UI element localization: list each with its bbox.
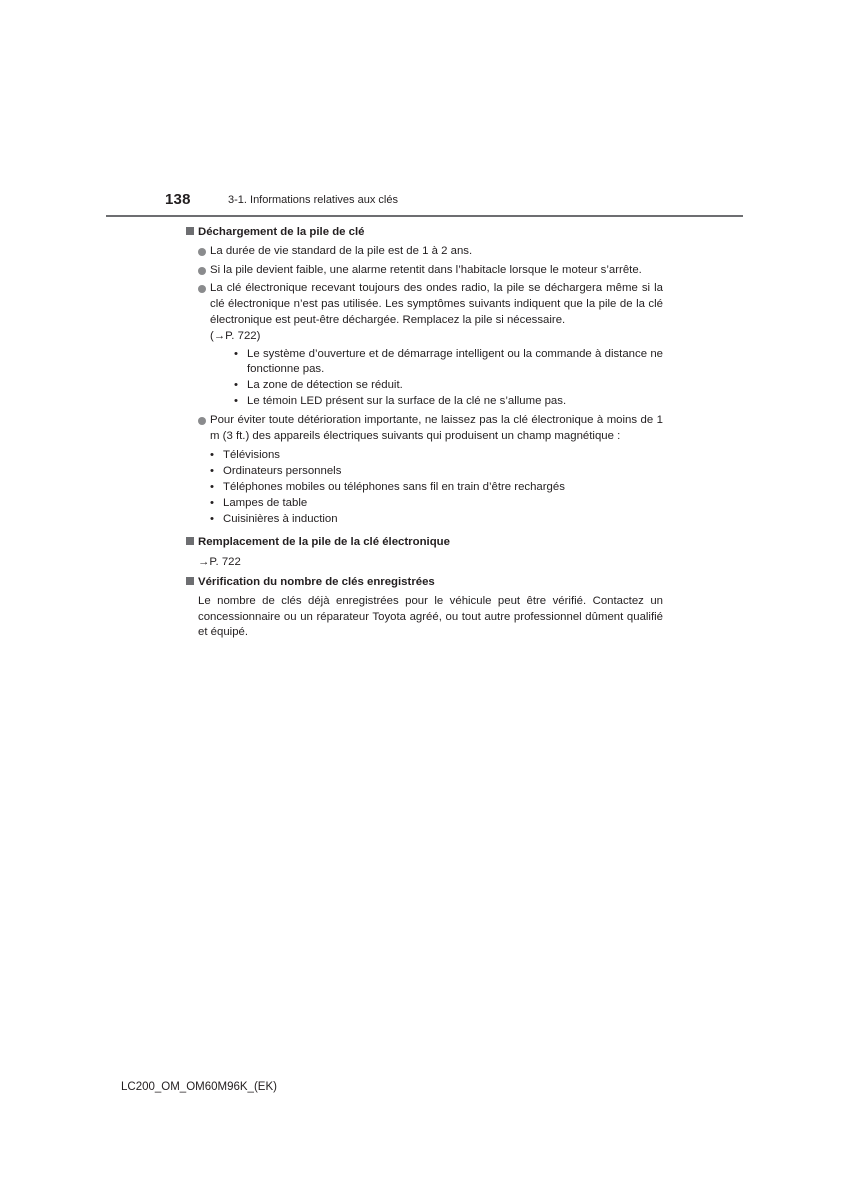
list-item [210, 448, 663, 464]
list-item [210, 512, 663, 528]
list-item-text: Téléphones mobiles ou téléphones sans fil en train d’être rechargés [223, 480, 565, 493]
circle-bullet-icon [198, 285, 206, 293]
device-list [210, 448, 663, 527]
list-item [234, 378, 663, 394]
bullet-text: La durée de vie standard de la pile est de 1 à 2 ans. [210, 244, 473, 257]
topic-heading-text: Déchargement de la pile de clé [198, 226, 365, 238]
dot-bullet-icon: • [234, 379, 238, 392]
document-code: LC200_OM_OM60M96K_(EK) [121, 1081, 277, 1093]
topic-heading [186, 535, 663, 551]
topic-heading [186, 225, 663, 241]
page-header [0, 190, 743, 218]
dot-bullet-icon: • [210, 480, 214, 493]
circle-bullet-icon [198, 267, 206, 275]
dot-bullet-icon: • [234, 347, 238, 360]
list-item [210, 480, 663, 496]
section-title: 3-1. Informations relatives aux clés [228, 194, 398, 206]
square-bullet-icon [186, 227, 194, 235]
paragraph: Le nombre de clés déjà enregistrées pour le véhicule peut être vérifié. Contactez un concessionnaire ou un réparateur Toyota agréé, ou tout autre professionnel dûment qualifié et équipé. [198, 594, 663, 639]
topic-heading-text: Remplacement de la pile de la clé électronique [198, 536, 450, 549]
page-number: 138 [165, 191, 191, 208]
bullet-item [198, 413, 663, 528]
list-item-text: Lampes de table [223, 496, 308, 509]
list-item [210, 464, 663, 480]
list-item-text: Télévisions [223, 449, 280, 462]
list-item-text: La zone de détection se réduit. [247, 379, 403, 392]
page-content [186, 225, 663, 641]
topic-key-count-check [186, 575, 663, 641]
dot-bullet-icon: • [234, 394, 238, 407]
symptom-list [234, 347, 663, 410]
list-item-text: Cuisinières à induction [223, 512, 338, 525]
list-item-text: Ordinateurs personnels [223, 465, 342, 478]
dot-bullet-icon: • [210, 496, 214, 509]
list-item [234, 394, 663, 410]
bullet-item [198, 281, 663, 409]
square-bullet-icon [186, 537, 194, 545]
list-item [210, 496, 663, 512]
bullet-text: Si la pile devient faible, une alarme retentit dans l’habitacle lorsque le moteur s’arrête. [210, 263, 642, 276]
dot-bullet-icon: • [210, 465, 214, 478]
dot-bullet-icon: • [210, 512, 214, 525]
page-reference: (→P. 722) [210, 329, 261, 342]
circle-bullet-icon [198, 417, 206, 425]
header-divider [106, 215, 743, 217]
bullet-item [198, 263, 663, 279]
topic-heading [186, 575, 663, 591]
topic-heading-text: Vérification du nombre de clés enregistrées [198, 575, 435, 588]
bullet-block [210, 413, 663, 528]
bullet-text: La clé électronique recevant toujours des ondes radio, la pile se déchargera même si la clé électronique n’est pas utilisée. Les symptômes suivants indiquent que la pile de la clé électronique est peut-être déchargée. Remplacez la pile si nécessaire. [210, 282, 663, 326]
dot-bullet-icon: • [210, 449, 214, 462]
bullet-text: Pour éviter toute détérioration importante, ne laissez pas la clé électronique à moins de 1 m (3 ft.) des appareils électriques suivants qui produisent un champ magnétique : [210, 413, 663, 442]
square-bullet-icon [186, 577, 194, 585]
list-item-text: Le témoin LED présent sur la surface de la clé ne s’allume pas. [247, 394, 567, 407]
list-item [234, 347, 663, 379]
list-item-text: Le système d’ouverture et de démarrage intelligent ou la commande à distance ne fonctionne pas. [247, 347, 663, 376]
bullet-item [198, 244, 663, 260]
topic-battery-replacement [186, 535, 663, 571]
circle-bullet-icon [198, 248, 206, 256]
topic-battery-discharge [186, 225, 663, 527]
bullet-block [210, 281, 663, 409]
page-reference: →P. 722 [198, 556, 241, 569]
